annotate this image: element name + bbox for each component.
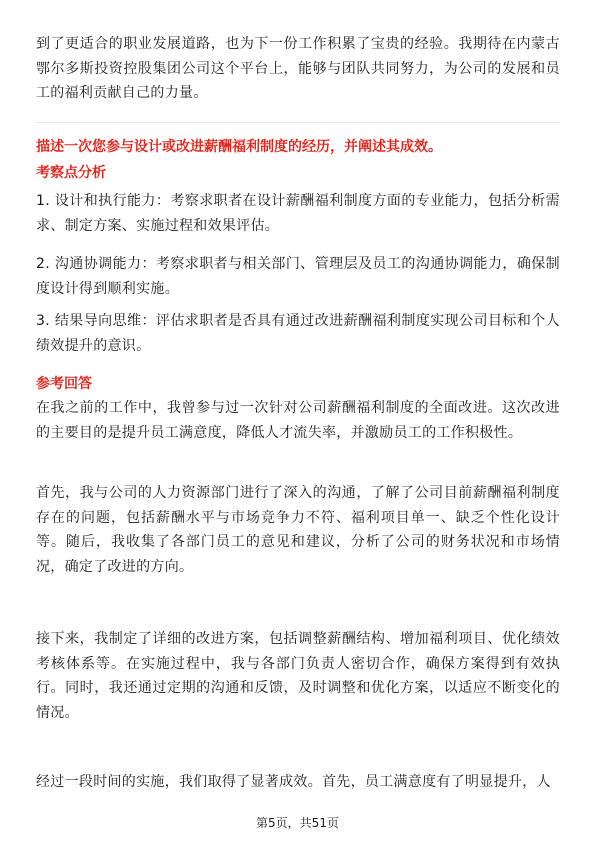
interview-question: 描述一次您参与设计或改进薪酬福利制度的经历，并阐述其成效。	[36, 139, 442, 155]
answer-heading: 参考回答	[36, 376, 92, 392]
analysis-item-2: 2. 沟通协调能力：考察求职者与相关部门、管理层及员工的沟通协调能力，确保制度设计得到顺利实施。	[36, 256, 560, 297]
answer-paragraph-3: 接下来，我制定了详细的改进方案，包括调整薪酬结构、增加福利项目、优化绩效考核体系等。在实施过程中，我与各部门负责人密切合作，确保方案得到有效执行。同时，我还通过定期的沟通和反馈，及时调整和优化方案，以适应不断变化的情况。	[36, 631, 560, 721]
page-number-footer: 第5页，共51页	[256, 816, 339, 830]
intro-paragraph: 到了更适合的职业发展道路，也为下一份工作积累了宝贵的经验。我期待在内蒙古鄂尔多斯投资控股集团公司这个平台上，能够与团队共同努力，为公司的发展和员工的福利贡献自己的力量。	[36, 36, 560, 101]
analysis-item-1: 1. 设计和执行能力：考察求职者在设计薪酬福利制度方面的专业能力，包括分析需求、制定方案、实施过程和效果评估。	[36, 193, 560, 234]
section-divider	[36, 122, 560, 123]
analysis-item-3: 3. 结果导向思维：评估求职者是否具有通过改进薪酬福利制度实现公司目标和个人绩效提升的意识。	[36, 313, 560, 354]
answer-paragraph-2: 首先，我与公司的人力资源部门进行了深入的沟通，了解了公司目前薪酬福利制度存在的问题，包括薪酬水平与市场竞争力不符、福利项目单一、缺乏个性化设计等。随后，我收集了各部门员工的意见和建议，分析了公司的财务状况和市场情况，确定了改进的方向。	[36, 485, 560, 575]
analysis-heading: 考察点分析	[36, 165, 106, 181]
answer-paragraph-1: 在我之前的工作中，我曾参与过一次针对公司薪酬福利制度的全面改进。这次改进的主要目的是提升员工满意度，降低人才流失率，并激励员工的工作积极性。	[36, 400, 560, 441]
answer-paragraph-4: 经过一段时间的实施，我们取得了显著成效。首先，员工满意度有了明显提升，人	[36, 774, 551, 790]
